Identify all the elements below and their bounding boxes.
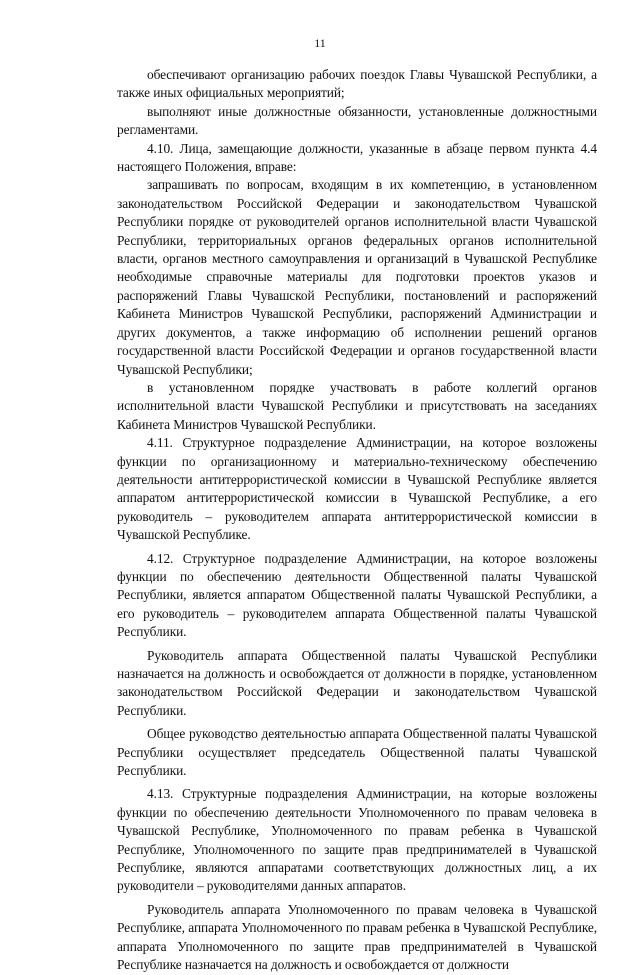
paragraph: Руководитель аппарата Общественной палаты Чувашской Республики назначается на должность и освобождается от должности в порядке, установленном законодательством Российской Федерации и законодательством Чувашской Республики. [117,647,597,718]
paragraph: обеспечивают организацию рабочих поездок Главы Чувашской Республики, а также иных официальных мероприятий; [117,67,597,101]
paragraph: 4.12. Структурное подразделение Администрации, на которое возложены функции по обеспечению деятельности Общественной палаты Чувашской Республики, является аппаратом Общественной палаты Чувашской Республики, а его руководитель – руководителем аппарата Общественной палаты Чувашской Республики. [117,550,597,640]
page-number: 11 [314,36,326,50]
paragraph: в установленном порядке участвовать в работе коллегий органов исполнительной власти Чувашской Республики и присутствовать на заседаниях Кабинета Министров Чувашской Республики. [117,379,597,432]
paragraph: Общее руководство деятельностью аппарата Общественной палаты Чувашской Республики осуществляет председатель Общественной палаты Чувашской Республики. [117,726,597,779]
document-body [117,66,597,975]
paragraph: запрашивать по вопросам, входящим в их компетенцию, в установленном законодательством Российской Федерации и законодательством Чувашской Республики порядке от руководителей органов исполнительной власти Чувашской Республики, территориальных органов федеральных органов исполнительной власти, органов местного самоуправления и организаций в Чувашской Республике необходимые справочные материалы для подготовки проектов указов и распоряжений Главы Чувашской Республики, постановлений и распоряжений Кабинета Министров Чувашской Республики, распоряжений Администрации и других документов, а также информацию об исполнении решений органов государственной власти Российской Федерации и органов государственной власти Чувашской Республики; [117,177,597,377]
paragraph: 4.13. Структурные подразделения Администрации, на которые возложены функции по обеспечению деятельности Уполномоченного по правам человека в Чувашской Республике, Уполномоченного по правам ребенка в Чувашской Республике, Уполномоченного по защите прав предпринимателей в Чувашской Республике, являются аппаратами соответствующих должностных лиц, а их руководители – руководителями данных аппаратов. [117,786,597,894]
paragraph: Руководитель аппарата Уполномоченного по правам человека в Чувашской Республике, аппарата Уполномоченного по правам ребенка в Чувашской Республике, аппарата Уполномоченного по защите прав предпринимателей в Чувашской Республике назначается на должность и освобождается от должности [117,901,597,973]
paragraph: 4.10. Лица, замещающие должности, указанные в абзаце первом пункта 4.4 настоящего Положения, вправе: [117,140,597,175]
paragraph: 4.11. Структурное подразделение Администрации, на которое возложены функции по организационному и материально-техническому обеспечению деятельности антитеррористической комиссии в Чувашской Республике является аппаратом антитеррористической комиссии в Чувашской Республике, а его руководитель – руководителем аппарата антитеррористической комиссии в Чувашской Республике. [117,435,597,543]
paragraph: выполняют иные должностные обязанности, установленные должностными регламентами. [117,103,597,138]
